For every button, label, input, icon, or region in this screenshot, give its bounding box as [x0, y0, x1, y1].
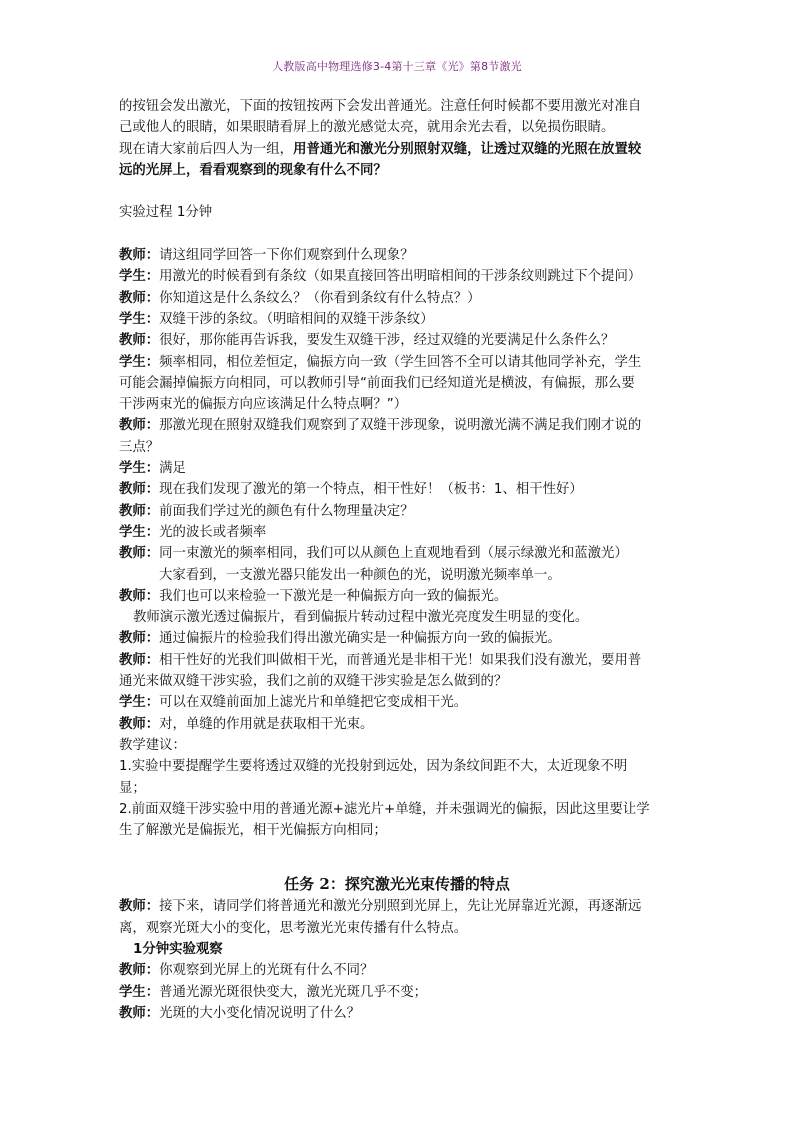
- speaker: 学生：: [119, 354, 160, 370]
- utterance: 光斑的大小变化情况说明了什么？: [159, 1005, 361, 1021]
- speaker: 学生：: [119, 984, 160, 1000]
- page-header: 人教版高中物理选修3-4第十三章《光》第8节激光: [272, 60, 522, 73]
- dialogue-line: [119, 650, 675, 671]
- speaker: 学生：: [119, 311, 160, 327]
- dialogue-line: [119, 918, 675, 939]
- suggestion-line: 生了解激光是偏振光，相干光偏振方向相同；: [119, 823, 387, 839]
- speaker: 教师：: [119, 248, 160, 264]
- dialogue-line: [119, 565, 675, 586]
- task2-title: 任务 2：探究激光光束传播的特点: [284, 875, 510, 894]
- teaching-suggestions: [119, 735, 675, 841]
- speaker: 教师：: [119, 482, 160, 498]
- speaker: 教师：: [119, 1005, 160, 1021]
- utterance: 1分钟实验观察: [133, 941, 223, 957]
- utterance: 满足: [159, 461, 186, 477]
- dialogue-line: [119, 330, 675, 351]
- dialogue-line: [119, 288, 675, 309]
- suggestion-line: 1.实验中要提醒学生要将透过双缝的光投射到远处，因为条纹间距不大，太近现象不明: [119, 759, 628, 775]
- utterance: 同一束激光的频率相同，我们可以从颜色上直观地看到（展示绿激光和蓝激光）: [159, 546, 628, 562]
- utterance: 请这组同学回答一下你们观察到什么现象？: [159, 248, 414, 264]
- speaker: 教师：: [119, 418, 160, 434]
- dialogue-line: [119, 415, 675, 436]
- utterance: 现在我们发现了激光的第一个特点，相干性好！（板书：1、相干性好）: [159, 482, 583, 498]
- utterance: 接下来，请同学们将普通光和激光分别照到光屏上，先让光屏靠近光源，再逐渐远: [159, 899, 642, 915]
- dialogue-line: [119, 501, 675, 522]
- utterance: 三点？: [119, 439, 160, 455]
- dialogue-line: [119, 245, 675, 266]
- utterance: 前面我们学过光的颜色有什么物理量决定？: [159, 503, 414, 519]
- observation-heading: [119, 939, 675, 960]
- document-body: [119, 96, 675, 1024]
- dialogue-line: [119, 1003, 675, 1024]
- utterance: 通过偏振片的检验我们得出激光确实是一种偏振方向一致的偏振光。: [159, 631, 561, 647]
- utterance: 光的波长或者频率: [159, 524, 267, 540]
- dialogue-line: [119, 960, 675, 981]
- utterance: 可能会漏掉偏振方向相同，可以教师引导“前面我们已经知道光是横波，有偏振，那么要: [119, 375, 635, 391]
- speaker: 教师：: [119, 963, 160, 979]
- utterance: 双缝干涉的条纹。（明暗相间的双缝干涉条纹）: [159, 311, 434, 327]
- speaker: 教师：: [119, 652, 160, 668]
- speaker: 教师：: [119, 546, 160, 562]
- task2-dialogue: [119, 896, 675, 1024]
- speaker: 教师：: [119, 503, 160, 519]
- speaker: 学生：: [119, 461, 160, 477]
- utterance: 我们也可以来检验一下激光是一种偏振方向一致的偏振光。: [159, 588, 508, 604]
- dialogue: [119, 245, 675, 735]
- dialogue-line: [119, 437, 675, 458]
- speaker: 教师：: [119, 899, 160, 915]
- dialogue-line: [119, 522, 675, 543]
- speaker: 教师：: [119, 631, 160, 647]
- utterance: 频率相同，相位差恒定，偏振方向一致（学生回答不全可以请其他同学补充，学生: [159, 354, 642, 370]
- dialogue-line: [119, 458, 675, 479]
- dialogue-line: [119, 479, 675, 500]
- dialogue-line: [119, 586, 675, 607]
- speaker: 教师：: [119, 290, 160, 306]
- utterance: 很好，那你能再告诉我，要发生双缝干涉，经过双缝的光要满足什么条件么？: [159, 333, 615, 349]
- utterance: 你观察到光屏上的光斑有什么不同？: [159, 963, 374, 979]
- speaker: 学生：: [119, 269, 160, 285]
- dialogue-line: [119, 714, 675, 735]
- dialogue-line: [119, 266, 675, 287]
- intro-line-3: [119, 139, 675, 160]
- utterance: 相干性好的光我们叫做相干光，而普通光是非相干光！如果我们没有激光，要用普: [159, 652, 642, 668]
- dialogue-line: [119, 607, 675, 628]
- utterance: 离，观察光斑大小的变化，思考激光光束传播有什么特点。: [119, 920, 468, 936]
- utterance: 用激光的时候看到有条纹（如果直接回答出明暗相间的干涉条纹则跳过下个提问）: [159, 269, 642, 285]
- speaker: 学生：: [119, 524, 160, 540]
- speaker: 教师：: [119, 588, 160, 604]
- dialogue-line: [119, 543, 675, 564]
- speaker: 教师：: [119, 333, 160, 349]
- dialogue-line: [119, 352, 675, 373]
- utterance: 大家看到，一支激光器只能发出一种颜色的光，说明激光频率单一。: [159, 567, 561, 583]
- dialogue-line: [119, 394, 675, 415]
- speaker: 教师：: [119, 716, 160, 732]
- intro-instruction: 用普通光和激光分别照射双缝，让透过双缝的光照在放置较: [293, 141, 642, 157]
- intro-line-4: 远的光屏上，看看观察到的现象有什么不同？: [119, 162, 387, 178]
- suggestion-heading: 教学建议：: [119, 737, 186, 753]
- utterance: 那激光现在照射双缝我们观察到了双缝干涉现象，说明激光满不满足我们刚才说的: [159, 418, 642, 434]
- intro-text: 现在请大家前后四人为一组，: [119, 141, 294, 157]
- dialogue-line: [119, 373, 675, 394]
- experiment-title: 实验过程 1分钟: [119, 205, 213, 221]
- utterance: 你知道这是什么条纹么？（你看到条纹有什么特点？）: [159, 290, 481, 306]
- dialogue-line: [119, 692, 675, 713]
- dialogue-line: [119, 982, 675, 1003]
- dialogue-line: [119, 896, 675, 917]
- intro-line-1: 的按钮会发出激光，下面的按钮按两下会发出普通光。注意任何时候都不要用激光对准自: [119, 99, 642, 114]
- suggestion-line: 2.前面双缝干涉实验中用的普通光源+滤光片+单缝，并未强调光的偏振，因此这里要让学: [119, 801, 650, 817]
- speaker: 学生：: [119, 695, 160, 711]
- utterance: 普通光源光斑很快变大，激光光斑几乎不变；: [159, 984, 427, 1000]
- dialogue-line: [119, 671, 675, 692]
- suggestion-line: 显；: [119, 780, 146, 796]
- utterance: 通光来做双缝干涉实验，我们之前的双缝干涉实验是怎么做到的？: [119, 674, 508, 690]
- dialogue-line: [119, 309, 675, 330]
- utterance: 对，单缝的作用就是获取相干光束。: [159, 716, 374, 732]
- utterance: 干涉两束光的偏振方向应该满足什么特点啊？”）: [119, 397, 408, 413]
- dialogue-line: [119, 628, 675, 649]
- utterance: 教师演示激光透过偏振片，看到偏振片转动过程中激光亮度发生明显的变化。: [133, 610, 589, 626]
- intro-line-2: 己或他人的眼睛，如果眼睛看屏上的激光感觉太亮，就用余光去看，以免损伤眼睛。: [119, 120, 615, 136]
- utterance: 可以在双缝前面加上滤光片和单缝把它变成相干光。: [159, 695, 468, 711]
